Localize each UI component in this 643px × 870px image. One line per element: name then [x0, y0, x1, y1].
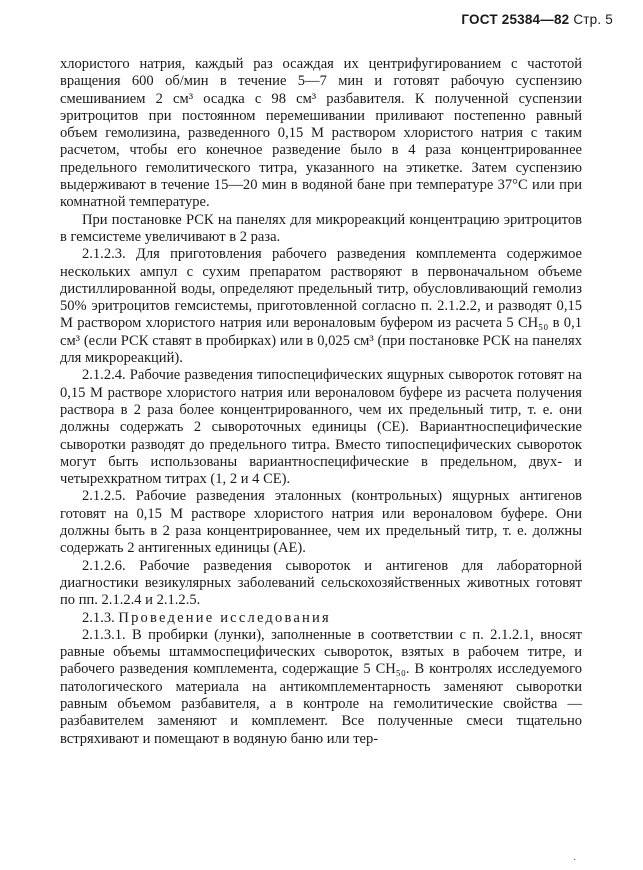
standard-number: ГОСТ 25384—82 [461, 12, 570, 27]
section-heading [60, 610, 582, 627]
paragraph: хлористого натрия, каждый раз осаждая их центрифугированием с частотой вращения 600 об/мин в течение 5—7 мин и готовят рабочую суспензию смешиванием 2 см³ осадка с 98 см³ разбавителя. К полученной суспензии эритроцитов при постоянном перемешивании приливают постепенно равный объем гемолизина, разведенного 0,15 М раствором хлористого натрия с таким расчетом, чтобы его конечное разведение было в 4 раза концентрированнее предельного гемолитического титра, указанного на этикетке. Затем суспензию выдерживают в течение 15—20 мин в водяной бане при температуре 37°С или при комнатной температуре. [60, 56, 582, 211]
paragraph: При постановке РСК на панелях для микрореакций концентрацию эритроцитов в гемсистеме увеличивают в 2 раза. [60, 211, 582, 245]
page-dot: · [573, 855, 577, 866]
paragraph: 2.1.2.3. Для приготовления рабочего разведения комплемента содержимое нескольких ампул с сухим препаратом растворяют в первоначальном объеме дистиллированной воды, определяют предельный титр, обусловливающий гемолиз 50% эритроцитов гемсистемы, приготовленной согласно п. 2.1.2.2, и разводят 0,15 М раствором хлористого натрия или вероналовым буфером из расчета 5 СН₅₀ в 0,1 см³ (если РСК ставят в пробирках) или в 0,025 см³ (при постановке РСК на панелях для микрореакций). [60, 246, 582, 367]
section-title: Проведение исследования [118, 609, 331, 626]
paragraph: 2.1.2.4. Рабочие разведения типоспецифических ящурных сывороток готовят на 0,15 М растворе хлористого натрия или вероналовом буфере из расчета получения раствора в 2 раза более концентрированного, чем их предельный титр, т. е. они должны содержать 2 сывороточных единицы (СЕ). Вариантноспецифические сыворотки разводят до предельного титра. Вместо типоспецифических сывороток могут быть использованы вариантноспецифические в предельном, двух- и четырехкратном титрах (1, 2 и 4 СЕ). [60, 367, 582, 488]
paragraph: 2.1.2.6. Рабочие разведения сывороток и антигенов для лабораторной диагностики везикулярных заболеваний сельскохозяйственных животных готовят по пп. 2.1.2.4 и 2.1.2.5. [60, 557, 582, 609]
page-header [461, 12, 613, 27]
document-body [60, 56, 582, 748]
paragraph: 2.1.3.1. В пробирки (лунки), заполненные в соответствии с п. 2.1.2.1, вносят равные объемы штаммоспецифических сывороток, взятых в рабочем титре, и рабочего разведения комплемента, содержащие 5 СН₅₀. В контролях исследуемого патологического материала на антикомплементарность заменяют сыворотки равным объемом разбавителя, а в контроле на гемолитические свойства — разбавителем заменяют и комплемент. Все полученные смеси тщательно встряхивают и помещают в водяную баню или тер- [60, 626, 582, 747]
page-number: Стр. 5 [573, 12, 613, 27]
paragraph: 2.1.2.5. Рабочие разведения эталонных (контрольных) ящурных антигенов готовят на 0,15 М растворе хлористого натрия или вероналовом буфере. Они должны быть в 2 раза концентрированнее, чем их предельный титр, т. е. должны содержать 2 антигенных единицы (АЕ). [60, 488, 582, 557]
section-number: 2.1.3. [82, 609, 115, 626]
